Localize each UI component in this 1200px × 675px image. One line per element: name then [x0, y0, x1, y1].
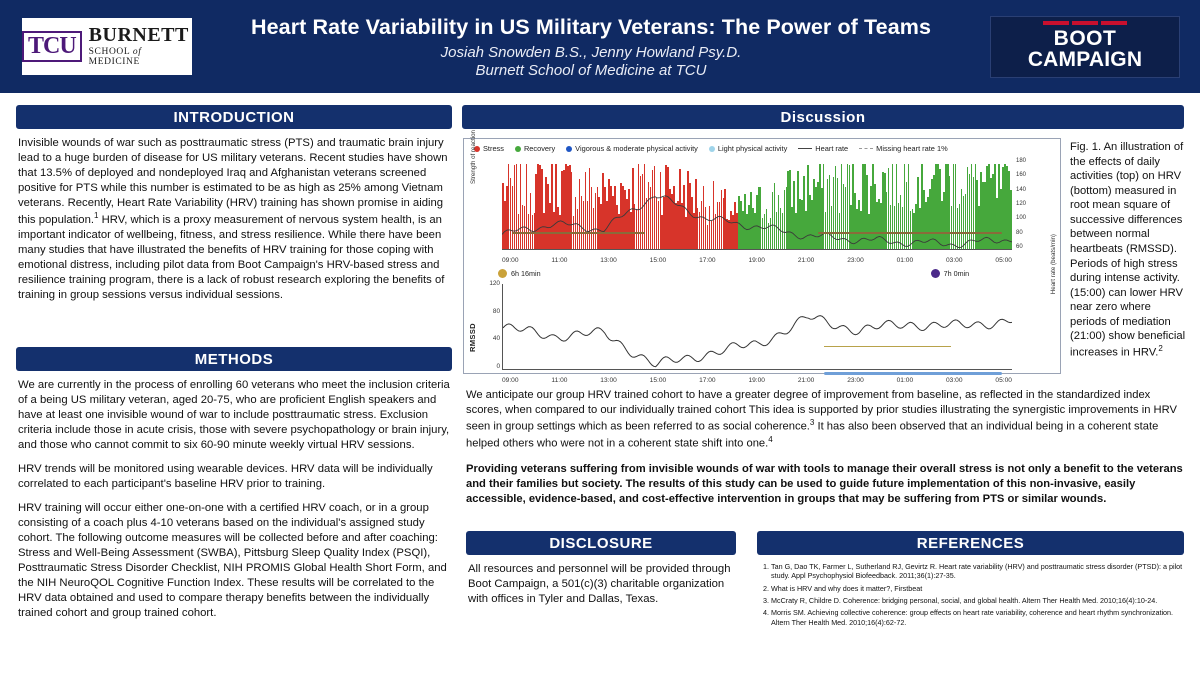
methods-paragraph-3: HRV training will occur either one-on-one with a certified HRV coach, or in a group consisting of a coach plus 4-10 veterans based on the individual's assigned study cohort. The following outcome measures will be collected before and after coaching: Stress and Well-Being Assessment (SWBA), Pittsburg Sleep Quality Index (PSQI), Posttraumatic Stress Disorder Checklist, NIH PROMIS Global Health Short Form, and the NIH NeuroQOL Cognitive Function Index. These results will be correlated to the HRV data obtained and used to compare therapy benefits between the individually trained cohort and group trained cohort.	[18, 502, 447, 620]
rmssd-line	[503, 284, 1012, 369]
sleep-duration-icon-left	[498, 269, 507, 278]
methods-body	[18, 378, 452, 621]
introduction-body	[18, 136, 452, 303]
xtick-1300-bottom: 13:00	[600, 377, 617, 384]
section-header-discussion: Discussion	[462, 105, 1184, 129]
introduction-p1-text: Invisible wounds of war such as posttraumatic stress (PTS) and traumatic brain injury lead to a huge burden of disease for US military veterans. Recent studies have shown that 13.5% of deployed and nondeployed Iraq and Afghanistan veterans screened positive for PTS while this number is estimated to be as high as 25% among Vietnam veterans. Recently, Heart Rate Variability (HRV) training has shown promise in aiding this population.	[18, 137, 448, 226]
tcu-burnett-logo	[22, 18, 192, 75]
bottom-panel-x-ticks	[502, 377, 1012, 384]
xtick-2100-bottom: 21:00	[797, 377, 815, 384]
xtick-1900-bottom: 19:00	[748, 377, 765, 384]
rmssd-reference-line	[824, 346, 951, 347]
figure-bottom-panel	[468, 280, 1052, 390]
reference-item-1: 1. Tan G, Dao TK, Farmer L, Sutherland RJ, Gevirtz R. Heart rate variability (HRV) and posttraumatic stress disorder (PTSD): a pilot study. Appl Psychophysiol Biofeedback. 2011;36(1):27-35.	[771, 562, 1184, 581]
section-header-references: REFERENCES	[757, 531, 1184, 555]
xtick-2100-top: 21:00	[797, 257, 815, 264]
introduction-p1b-text: HRV, which is a proxy measurement of nervous system health, is an important indicator of wellbeing, fitness, and stress resilience. While there have been many studies that have illustrated the benefits of HRV training for those coping with emotional distress, including pilot data from Boot Campaign's HRV-based stress and resilience training program, there is a lack of robust research exploring the benefits of training in group sessions versus individual sessions.	[18, 213, 445, 301]
legend-item-vigorous	[566, 144, 698, 153]
xtick-1500-top: 15:00	[649, 257, 667, 264]
light-activity-dot-icon	[709, 146, 715, 152]
xtick-0900-top: 09:00	[502, 257, 519, 264]
hr-tick-140: 140	[1016, 186, 1027, 193]
xtick-1100-bottom: 11:00	[551, 377, 568, 384]
annotation-left-label: 6h 16min	[511, 269, 541, 278]
legend-item-recovery	[515, 144, 555, 153]
discussion-sup-4: 4	[768, 435, 773, 445]
legend-item-stress	[474, 144, 504, 153]
rmssd-tick-80: 80	[492, 307, 500, 315]
sleep-bar-right	[818, 232, 1002, 234]
xtick-2300-bottom: 23:00	[847, 377, 864, 384]
discussion-p1b: It has also been observed that an individual being in a coherent state helped others who were not in a coherent state shift into one.	[466, 420, 1159, 450]
xtick-0100-bottom: 01:00	[896, 377, 914, 384]
discussion-p1a: We anticipate our group HRV trained cohort to have a greater degree of improvement from baseline, as reflected in the standardized index scores, when compared to our individually trained cohort This idea is supported by prior studies illustrating the synergistic improvements in HRV seen in group settings which as been referred to as social coherence.	[466, 389, 1177, 433]
burnett-logo-text	[89, 25, 192, 68]
legend-label-recovery: Recovery	[523, 144, 556, 153]
xtick-0500-top: 05:00	[995, 257, 1012, 264]
top-panel-y2-axis-label: Heart rate (beats/min)	[1050, 234, 1057, 295]
burnett-subtitle	[89, 48, 192, 68]
boot-logo-line1: BOOT	[1053, 27, 1117, 51]
top-panel-y-right-ticks	[1016, 158, 1038, 250]
burnett-medicine-word: MEDICINE	[88, 57, 140, 67]
annotation-left	[498, 269, 541, 278]
hr-tick-100: 100	[1016, 215, 1027, 222]
section-header-disclosure: DISCLOSURE	[466, 531, 736, 555]
hr-tick-160: 160	[1016, 172, 1027, 179]
xtick-0900-bottom: 09:00	[502, 377, 519, 384]
missing-heart-rate-line-icon	[859, 148, 873, 149]
top-panel-x-ticks	[502, 257, 1012, 264]
rmssd-tick-0: 0	[496, 362, 500, 370]
hr-tick-180: 180	[1016, 158, 1027, 164]
figure-annotation-row	[464, 268, 1060, 280]
reference-item-2: 2. What is HRV and why does it matter?, Firstbeat	[771, 584, 1184, 593]
affiliation-line: Burnett School of Medicine at TCU	[475, 61, 707, 79]
legend-label-missing-hr: Missing heart rate 1%	[876, 144, 948, 153]
burnett-name: BURNETT	[88, 24, 189, 47]
figure-caption	[1070, 140, 1186, 360]
disclosure-body	[468, 562, 736, 607]
reference-item-4: 4. Morris SM. Achieving collective coherence: group effects on heart rate variability, coherence and heart rhythm synchronization. Altern Ther Health Med. 2010;16(4):62-72.	[771, 608, 1184, 627]
legend-label-light: Light physical activity	[717, 144, 788, 153]
introduction-sup-1: 1	[94, 211, 99, 221]
top-panel-y-left-ticks	[480, 158, 500, 250]
heart-rate-line-icon	[798, 148, 812, 149]
hr-tick-120: 120	[1016, 200, 1027, 207]
rmssd-tick-120: 120	[489, 280, 500, 287]
vigorous-dot-icon	[566, 146, 572, 152]
figure-caption-text: Fig. 1. An illustration of the effects of daily activities (top) on HRV (bottom) measured in root mean square of successive differences between normal heartbeats (RMSSD). Periods of high stress during intense activity. (15:00) can lower HRV near zero where periods of mediation (21:00) show beneficial increases in HRV.	[1070, 141, 1186, 359]
bottom-panel-plot-area	[502, 284, 1012, 370]
section-header-introduction: INTRODUCTION	[16, 105, 452, 129]
flag-stripes-icon	[1043, 21, 1127, 25]
annotation-right-label: 7h 0min	[943, 269, 970, 278]
discussion-sup-3: 3	[809, 418, 815, 428]
heart-rate-line	[502, 160, 1012, 249]
title-block	[192, 14, 990, 79]
reference-item-3: 3. McCraty R, Childre D. Coherence: bridging personal, social, and global health. Altern Ther Health Med. 2010;16(4):10-24.	[771, 596, 1184, 605]
xtick-1500-bottom: 15:00	[649, 377, 667, 384]
methods-paragraph-1: We are currently in the process of enrolling 60 veterans who meet the inclusion criteria of a being US military veteran, aged 20-75, who are proficient English speakers and have at least one invisible wound of war to include posttraumatic stress. Exclusion criteria include those in acute crisis, those with severe psychopathology or brain injury, and those who cannot commit to six 60-90 minute weekly virtual HRV sessions.	[18, 379, 450, 452]
page-title: Heart Rate Variability in US Military Veterans: The Power of Teams	[250, 15, 932, 40]
figure-1	[463, 129, 1061, 384]
discussion-paragraph-1	[466, 388, 1184, 452]
legend-label-vigorous: Vigorous & moderate physical activity	[575, 144, 698, 153]
hr-tick-80: 80	[1016, 229, 1023, 236]
xtick-0300-bottom: 03:00	[946, 377, 963, 384]
xtick-1700-top: 17:00	[699, 257, 716, 264]
recovery-dot-icon	[515, 146, 521, 152]
legend-label-heart-rate: Heart rate	[815, 144, 849, 153]
section-header-methods: METHODS	[16, 347, 452, 371]
rmssd-tick-40: 40	[492, 335, 500, 343]
rmssd-sleep-bar	[824, 372, 1002, 375]
legend-item-heart-rate	[798, 144, 848, 153]
references-list	[760, 562, 1184, 630]
authors-line: Josiah Snowden B.S., Jenny Howland Psy.D.	[440, 43, 742, 61]
xtick-1300-top: 13:00	[600, 257, 617, 264]
xtick-2300-top: 23:00	[847, 257, 864, 264]
top-panel-plot-area	[502, 160, 1012, 250]
discussion-body	[466, 388, 1184, 507]
annotation-right	[931, 269, 970, 278]
boot-campaign-logo	[990, 16, 1180, 78]
legend-label-stress: Stress	[483, 144, 504, 153]
xtick-0500-bottom: 05:00	[995, 377, 1012, 384]
xtick-0100-top: 01:00	[896, 257, 914, 264]
legend-item-light	[709, 144, 787, 153]
burnett-of-word: of	[132, 47, 142, 58]
discussion-paragraph-2: Providing veterans suffering from invisible wounds of war with tools to manage their overall stress is not only a benefit to the veterans and their families but society. The results of this study can be used to guide future implementation of this non-invasive, easily accessible, evidence-based, and cost-effective intervention in groups that may be suffering from PTS or similar wounds.	[466, 462, 1183, 506]
poster-header	[0, 0, 1200, 93]
rmssd-axis-label: RMSSD	[468, 323, 477, 352]
boot-logo-line2: CAMPAIGN	[1027, 48, 1143, 72]
tcu-logo-mark: TCU	[22, 31, 82, 62]
burnett-school-word: SCHOOL	[88, 47, 130, 58]
figure-caption-sup: 2	[1158, 343, 1163, 353]
xtick-1900-top: 19:00	[748, 257, 765, 264]
bottom-panel-y-ticks	[478, 280, 500, 370]
methods-paragraph-2: HRV trends will be monitored using wearable devices. HRV data will be individually correlated to each participant's baseline HRV prior to training.	[18, 463, 433, 491]
sleep-duration-icon-right	[931, 269, 940, 278]
figure-legend	[464, 139, 1060, 156]
xtick-1700-bottom: 17:00	[699, 377, 716, 384]
sleep-bar-left	[512, 232, 645, 234]
top-panel-y-axis-label: Strength of reaction	[470, 129, 477, 184]
xtick-1100-top: 11:00	[551, 257, 568, 264]
hr-tick-60: 60	[1016, 243, 1023, 250]
legend-item-missing-hr	[859, 144, 947, 153]
xtick-0300-top: 03:00	[946, 257, 963, 264]
disclosure-paragraph: All resources and personnel will be provided through Boot Campaign, a 501(c)(3) charitable organization with offices in Tyler and Dallas, Texas.	[468, 563, 731, 606]
introduction-paragraph-1	[18, 136, 452, 303]
